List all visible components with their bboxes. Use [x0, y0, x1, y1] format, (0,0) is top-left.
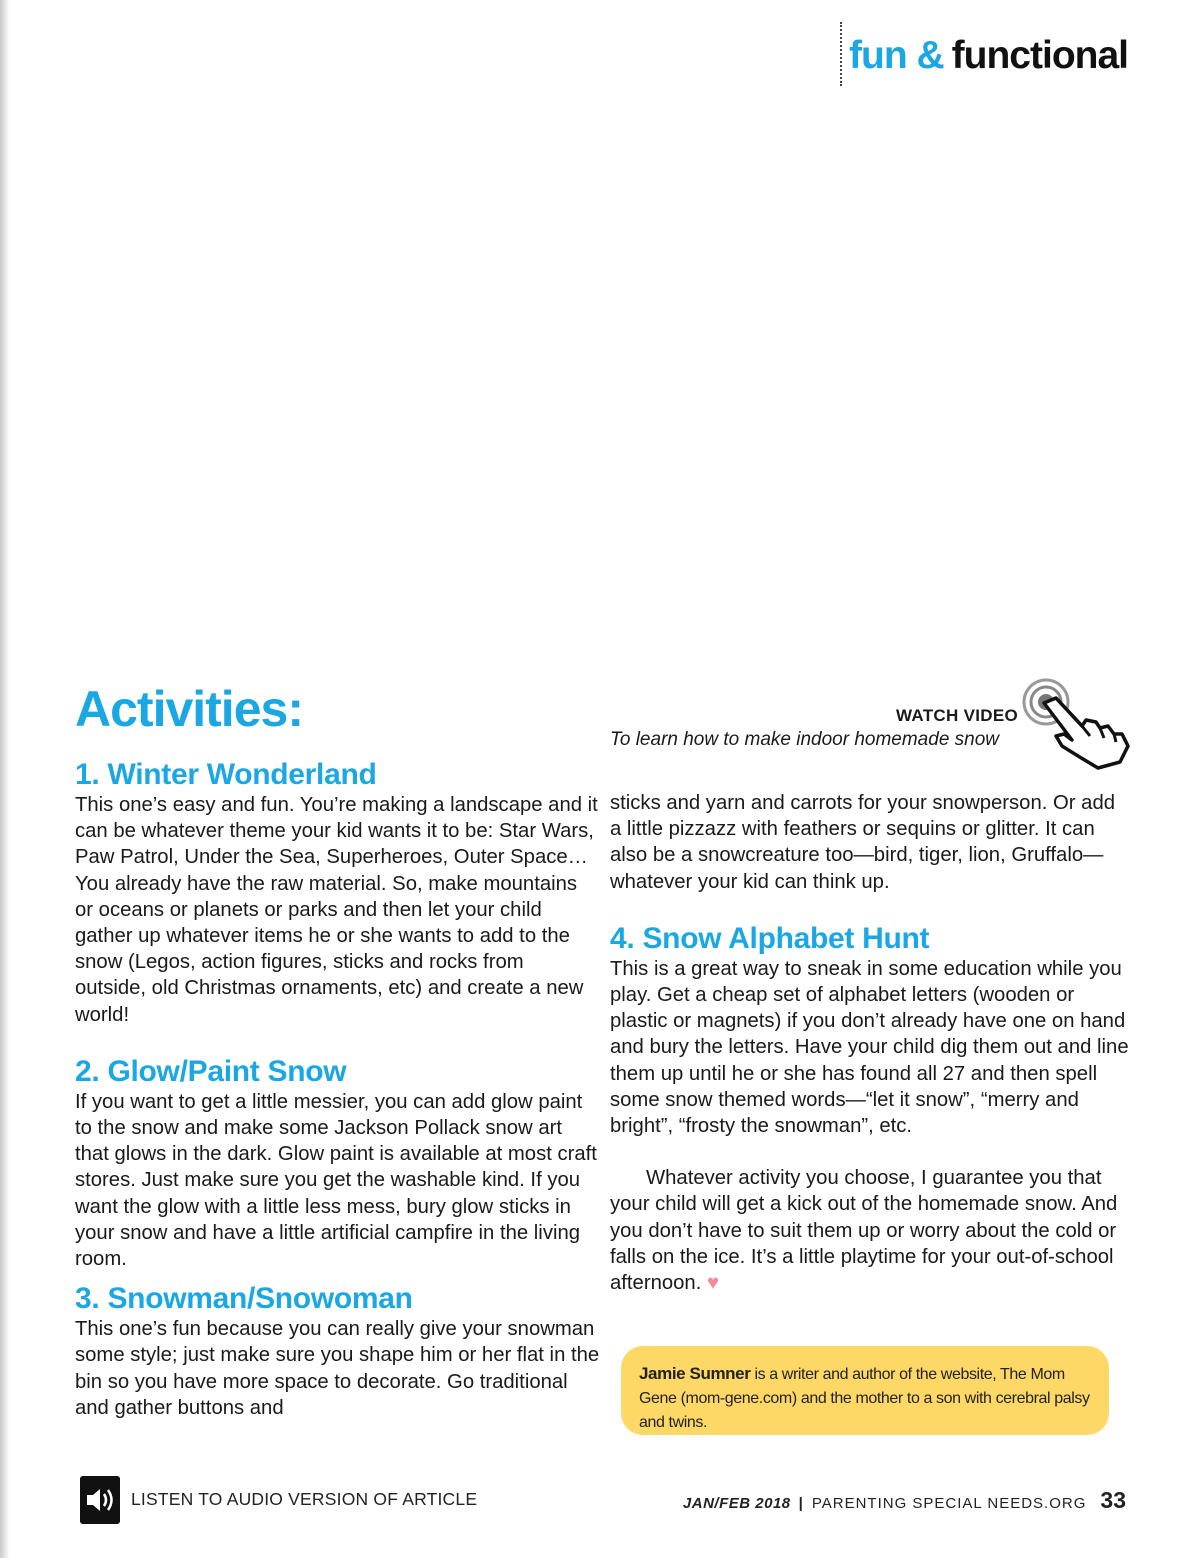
speaker-icon[interactable] [80, 1476, 120, 1524]
section-header-accent: fun & [849, 34, 944, 77]
author-name: Jamie Sumner [639, 1364, 751, 1383]
page-edge-shadow [0, 0, 10, 1558]
section-header-title: functional [951, 34, 1128, 77]
header-divider [840, 22, 842, 86]
section-continuation: sticks and yarn and carrots for your snowperson. Or add a little pizzazz with feathers or sequins or glitter. It can also be a snowcreature too—bird, tiger, lion, Gruffalo—whatever your kid can think up. [610, 792, 1116, 893]
section-heading: 1. Winter Wonderland [75, 758, 377, 791]
page-footer [683, 1487, 1126, 1514]
section-body: If you want to get a little messier, you can add glow paint to the snow and make some Jackson Pollack snow art that glows in the dark. Glow paint is available at most craft stores. Just make sure you get the washable kind. If you want the glow with a little less mess, bury glow sticks in your snow and have a little artificial campfire in the living room. [75, 1090, 597, 1271]
watch-video-caption: To learn how to make indoor homemade snow [610, 729, 1000, 750]
section-heading: 4. Snow Alphabet Hunt [610, 921, 930, 955]
footer-site: PARENTING SPECIAL NEEDS.ORG [811, 1495, 1087, 1512]
issue-date: JAN/FEB 2018 [682, 1495, 791, 1512]
heart-icon: ♥ [706, 1272, 720, 1295]
footer-separator: | [798, 1495, 804, 1512]
watch-video-label: WATCH VIDEO [896, 706, 1018, 725]
page-number: 33 [1100, 1487, 1126, 1513]
section-body: This one’s easy and fun. You’re making a landscape and it can be whatever theme your kid wants it to be: Star Wars, Paw Patrol, Under the Sea, Superheroes, Outer Space…You already have the raw material. So, make mountains or oceans or planets or parks and then let your child gather up whatever items he or she wants to add to the snow (Legos, action figures, sticks and rocks from outside, old Christmas ornaments, etc) and create a new world! [75, 794, 598, 1026]
left-column [75, 758, 600, 1421]
section-heading: 2. Glow/Paint Snow [75, 1054, 347, 1088]
closing-text: Whatever activity you choose, I guarantee you that your child will get a kick out of the homemade snow. And you don’t have to suit them up or worry about the cold or falls on the ice. It’s a little playtime for your out-of-school afternoon. [610, 1167, 1118, 1295]
section-body: This one’s fun because you can really give your snowman some style; just make sure you shape him or her flat in the bin so you have more space to decorate. Go traditional and gather buttons and [75, 1318, 600, 1419]
section-body: This is a great way to sneak in some education while you play. Get a cheap set of alphabet letters (wooden or plastic or magnets) if you don’t already have one on hand and bury the letters. Have your child dig them out and line them up until he or she has found all 27 and then spell some snow themed words—“let it snow”, “merry and bright”, “frosty the snowman”, etc. [610, 957, 1129, 1138]
author-bio [621, 1346, 1109, 1435]
watch-video-link[interactable] [610, 706, 1018, 751]
activities-title: Activities: [75, 681, 303, 737]
audio-version-link[interactable]: LISTEN TO AUDIO VERSION OF ARTICLE [131, 1489, 478, 1509]
right-column [610, 790, 1130, 1296]
pointing-hand-icon[interactable] [1016, 676, 1132, 774]
section-header [849, 30, 1128, 82]
closing-paragraph [610, 1165, 1130, 1296]
section-heading: 3. Snowman/Snowoman [75, 1282, 413, 1316]
author-bio-text: is a writer and author of the website, The Mom Gene (mom-gene.com) and the mother to a son with cerebral palsy and twins. [639, 1366, 1090, 1431]
